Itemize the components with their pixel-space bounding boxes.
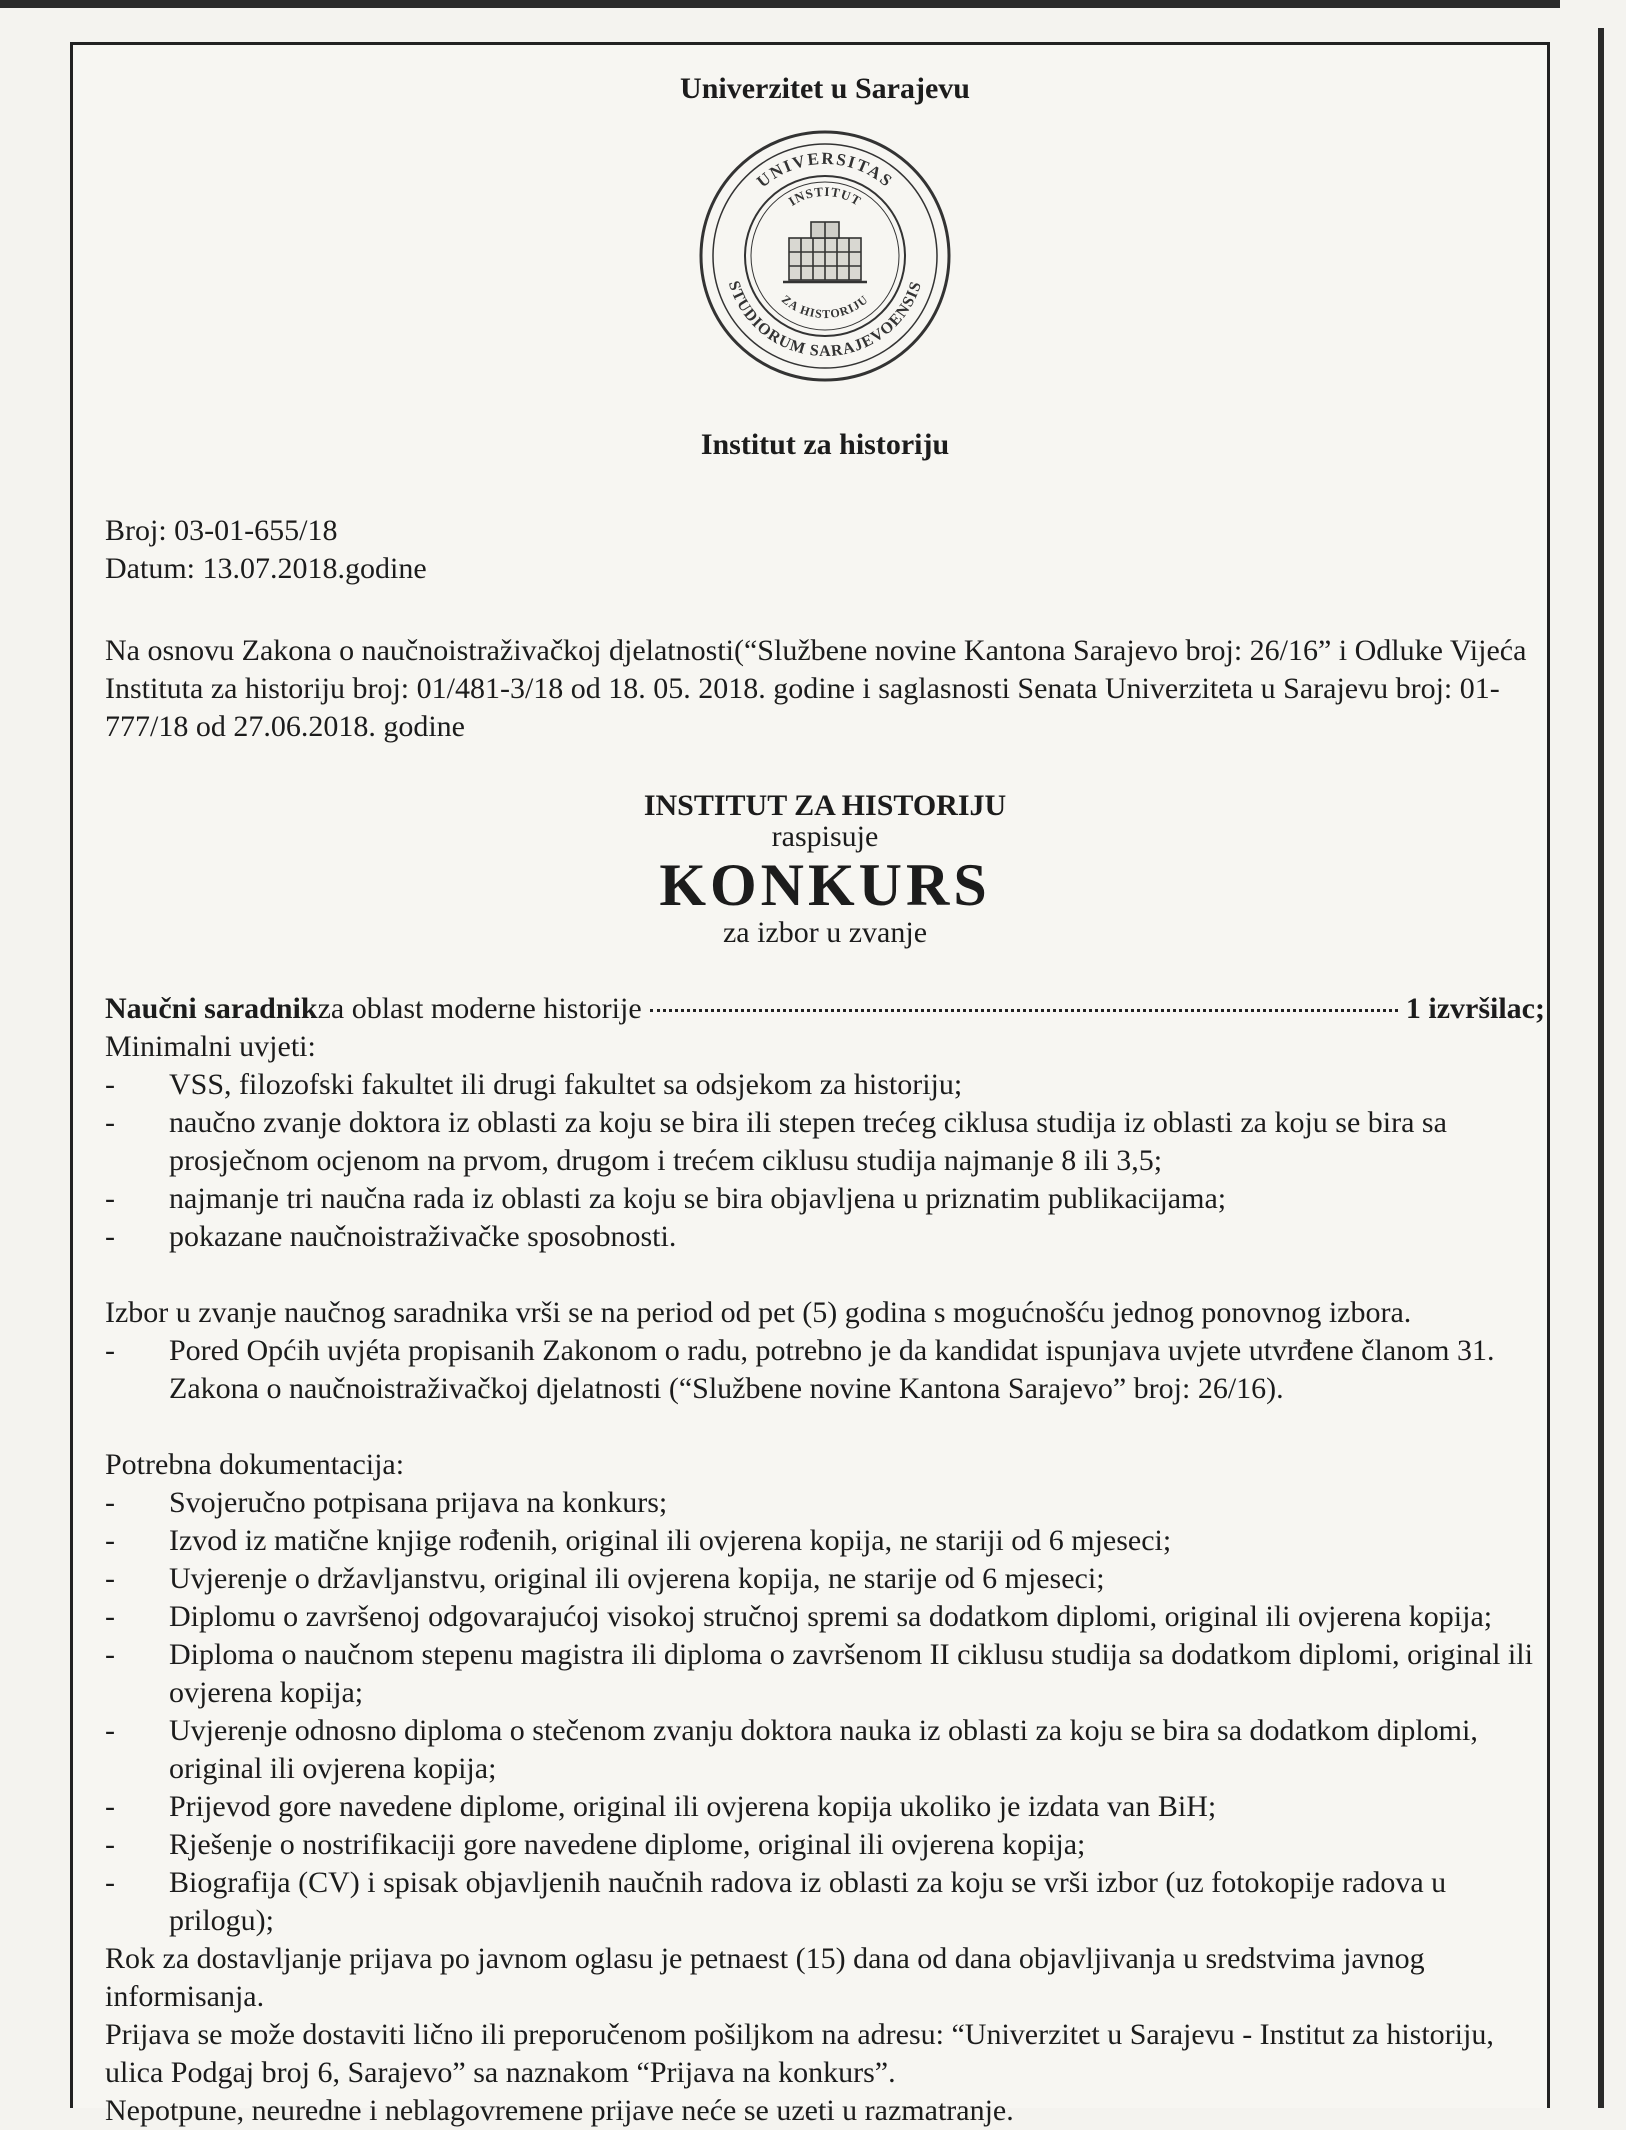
position-count: 1 izvršilac; <box>1405 992 1545 1025</box>
list-item: - Biografija (CV) i spisak objavljenih naučnih radova iz oblasti za koju se vrši izbor (uz fotokopije radova u prilogu); <box>105 1864 1545 1940</box>
submission-paragraph: Prijava se može dostaviti lično ili preporučenom pošiljkom na adresu: “Univerzitet u Sarajevu - Institut za historiju, ulica Podgaj broj 6, Sarajevo” sa naznakom “Prijava na konkurs”. <box>105 2018 1494 2089</box>
closing-paragraph: Nepotpune, neuredne i neblagovremene prijave neće se uzeti u razmatranje. <box>105 2094 1014 2127</box>
documents-label: Potrebna dokumentacija: <box>105 1448 405 1481</box>
list-item: - VSS, filozofski fakultet ili drugi fakultet sa odsjekom za historiju; <box>105 1066 1545 1104</box>
list-item: - Uvjerenje o državljanstvu, original ili ovjerena kopija, ne starije od 6 mjeseci; <box>105 1560 1545 1598</box>
svg-text:ZA HISTORIJU: ZA HISTORIJU <box>779 292 871 322</box>
dot-leader <box>650 1009 1398 1012</box>
svg-text:INSTITUT: INSTITUT <box>785 183 865 209</box>
list-item: - Uvjerenje odnosno diploma o stečenom zvanju doktora nauka iz oblasti za koju se bira sa dodatkom diplomi, original ili ovjerena kopija; <box>105 1712 1545 1788</box>
announcing-organization: INSTITUT ZA HISTORIJU <box>643 789 1007 822</box>
list-item: - Diplomu o završenoj odgovarajućoj visokoj stručnoj spremi sa dodatkom diplomi, original ili ovjerena kopija; <box>105 1598 1545 1636</box>
election-paragraph: Izbor u zvanje naučnog saradnika vrši se na period od pet (5) godina s mogućnošću jednog ponovnog izbora. <box>105 1296 1412 1329</box>
min-conditions-list <box>105 1066 1545 1256</box>
legal-basis-paragraph: Na osnovu Zakona o naučnoistraživačkoj djelatnosti(“Službene novine Kantona Sarajevo broj: 26/16” i Odluke Vijeća Instituta za historiju broj: 01/481-3/18 od 18. 05. 2018. godine i saglasnosti Senata Univerziteta u Sarajevu broj: 01-777/18 od 27.06.2018. godine <box>105 634 1527 743</box>
announcement-title: KONKURS <box>659 852 991 918</box>
list-item: - Pored Općih uvjéta propisanih Zakonom o radu, potrebno je da kandidat ispunjava uvjete utvrđene članom 31. Zakona o naučnoistraživačkoj djelatnosti (“Službene novine Kantona Sarajevo” broj: 26/16). <box>105 1332 1545 1408</box>
announcement-subtitle: za izbor u zvanje <box>722 916 928 949</box>
position-line <box>105 990 1545 1028</box>
min-conditions-label: Minimalni uvjeti: <box>105 1030 316 1063</box>
building-icon <box>783 222 867 282</box>
institute-name: Institut za historiju <box>700 428 950 461</box>
list-item: - naučno zvanje doktora iz oblasti za koju se bira ili stepen trećeg ciklusa studija iz oblasti za koju se bira sa prosječnom ocjenom na prvom, drugom i trećem ciklusu studija najmanje 8 ili 3,5; <box>105 1104 1545 1180</box>
reference-block <box>105 512 1545 588</box>
list-item: - Prijevod gore navedene diplome, original ili ovjerena kopija ukoliko je izdata van BiH; <box>105 1788 1545 1826</box>
list-item: - pokazane naučnoistraživačke sposobnosti. <box>105 1218 1545 1256</box>
reference-number: Broj: 03-01-655/18 <box>105 514 338 547</box>
svg-text:STUDIORUM SARAJEVOENSIS: STUDIORUM SARAJEVOENSIS <box>724 278 926 360</box>
list-item: - Diploma o naučnom stepenu magistra ili diploma o završenom II ciklusu studija sa dodatkom diplomi, original ili ovjerena kopija; <box>105 1636 1545 1712</box>
list-item: - Rješenje o nostrifikaciji gore navedene diplome, original ili ovjerena kopija; <box>105 1826 1545 1864</box>
reference-date: Datum: 13.07.2018.godine <box>105 552 427 585</box>
announcement-document <box>105 70 1545 2130</box>
position-role: Naučni saradnik <box>105 992 318 1025</box>
svg-text:UNIVERSITAS: UNIVERSITAS <box>753 148 897 192</box>
announcement-verb: raspisuje <box>771 820 879 853</box>
deadline-paragraph: Rok za dostavljanje prijava po javnom oglasu je petnaest (15) dana od dana objavljivanja u sredstvima javnog informisanja. <box>105 1942 1425 2013</box>
documents-list <box>105 1484 1545 1940</box>
right-column-rule <box>1598 28 1604 2108</box>
general-conditions-list <box>105 1332 1545 1408</box>
list-item: - Svojeručno potpisana prijava na konkurs; <box>105 1484 1545 1522</box>
list-item: - najmanje tri naučna rada iz oblasti za koju se bira objavljena u priznatim publikacijama; <box>105 1180 1545 1218</box>
position-field: za oblast moderne historije <box>317 992 642 1025</box>
university-name: Univerzitet u Sarajevu <box>680 72 970 105</box>
top-border-rule <box>0 0 1560 8</box>
list-item: - Izvod iz matične knjige rođenih, original ili ovjerena kopija, ne stariji od 6 mjeseci; <box>105 1522 1545 1560</box>
institute-seal <box>685 126 965 386</box>
